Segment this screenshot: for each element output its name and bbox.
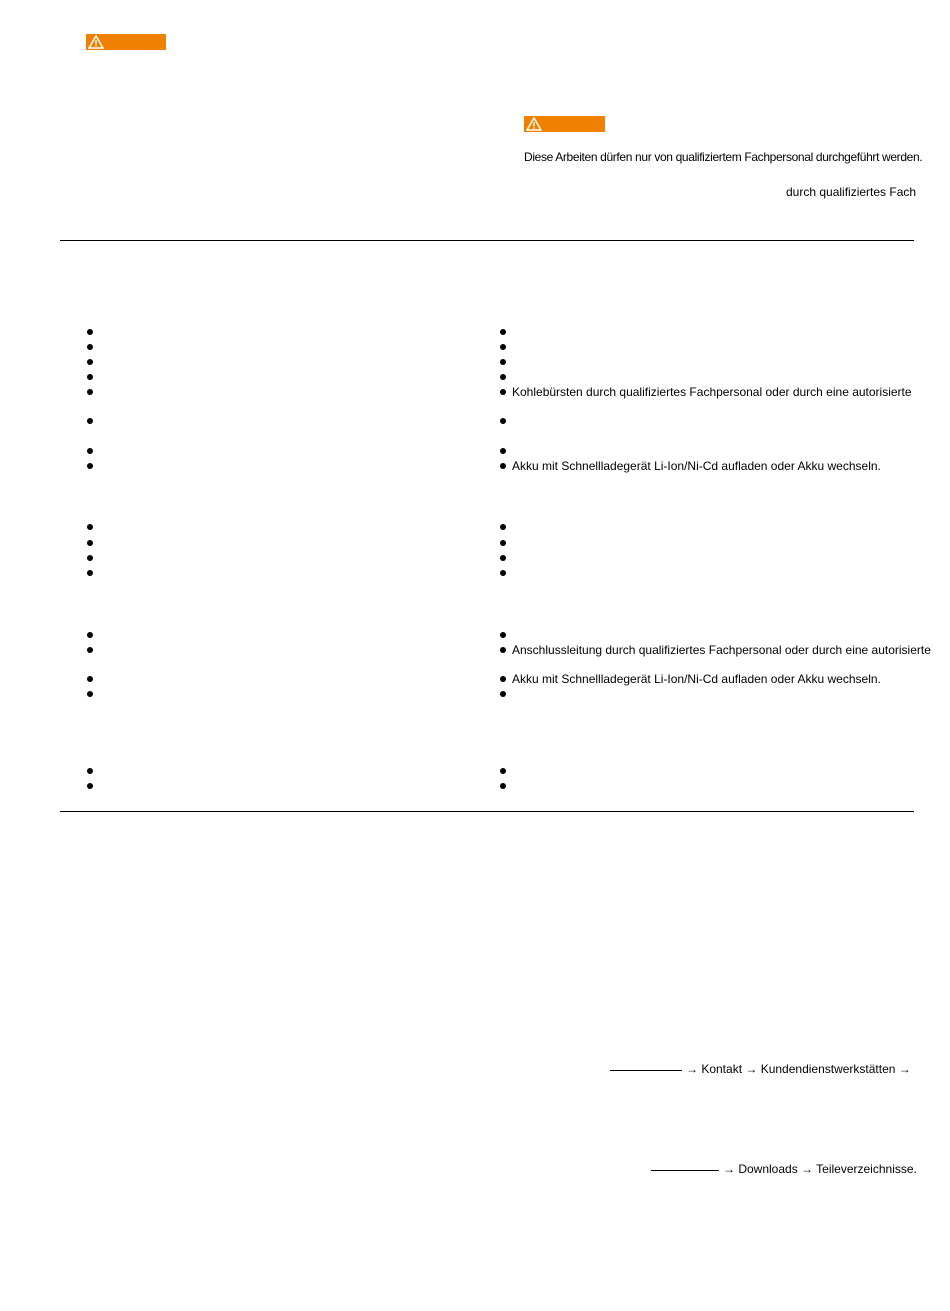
warning-triangle-icon: [526, 117, 542, 131]
bullet-icon: [87, 570, 93, 576]
bullet-icon: [87, 418, 93, 424]
bullet-icon: [87, 463, 93, 469]
bullet-icon: [87, 524, 93, 530]
parts-path-text: → Downloads → Teileverzeichnisse.: [723, 1162, 917, 1176]
bullet-icon: [87, 448, 93, 454]
bullet-icon: [500, 463, 506, 469]
bullet-icon: [500, 374, 506, 380]
parts-list-path: [651, 1162, 917, 1176]
bullet-icon: [500, 540, 506, 546]
bullet-icon: [500, 344, 506, 350]
divider-bottom: [60, 811, 914, 812]
bullet-icon: [87, 768, 93, 774]
bullet-icon: [87, 676, 93, 682]
bullet-icon: [87, 632, 93, 638]
bullet-icon: [500, 418, 506, 424]
bullet-icon: [500, 359, 506, 365]
bullet-icon: [500, 632, 506, 638]
bullet-icon: [500, 329, 506, 335]
bullet-icon: [500, 570, 506, 576]
bullet-icon: [87, 540, 93, 546]
bullet-icon: [87, 555, 93, 561]
divider-top: [60, 240, 914, 241]
bullet-icon: [500, 389, 506, 395]
service-path-text: → Kontakt → Kundendienstwerkstätten →: [686, 1062, 911, 1076]
bullet-icon: [500, 783, 506, 789]
website-link[interactable]: [651, 1170, 719, 1171]
qualified-personnel-notice: Diese Arbeiten dürfen nur von qualifiziertem Fachpersonal durchgeführt werden.: [524, 150, 923, 164]
website-link[interactable]: [610, 1070, 682, 1071]
bullet-icon: [500, 524, 506, 530]
service-workshops-path: [610, 1062, 911, 1076]
bullet-icon: [87, 359, 93, 365]
bullet-icon: [500, 691, 506, 697]
qualified-personnel-fragment: durch qualifiziertes Fach: [786, 185, 917, 199]
bullet-icon: [87, 783, 93, 789]
warning-badge-right: [524, 116, 605, 132]
bullet-icon: [87, 647, 93, 653]
bullet-icon: [500, 647, 506, 653]
bullet-icon: [500, 448, 506, 454]
warning-badge-top-left: [86, 34, 166, 50]
bullet-icon: [87, 691, 93, 697]
warning-triangle-icon: [88, 35, 104, 49]
bullet-icon: [87, 389, 93, 395]
bullet-icon: [500, 555, 506, 561]
bullet-icon: [87, 329, 93, 335]
bullet-icon: [87, 344, 93, 350]
bullet-icon: [500, 676, 506, 682]
bullet-icon: [87, 374, 93, 380]
bullet-icon: [500, 768, 506, 774]
